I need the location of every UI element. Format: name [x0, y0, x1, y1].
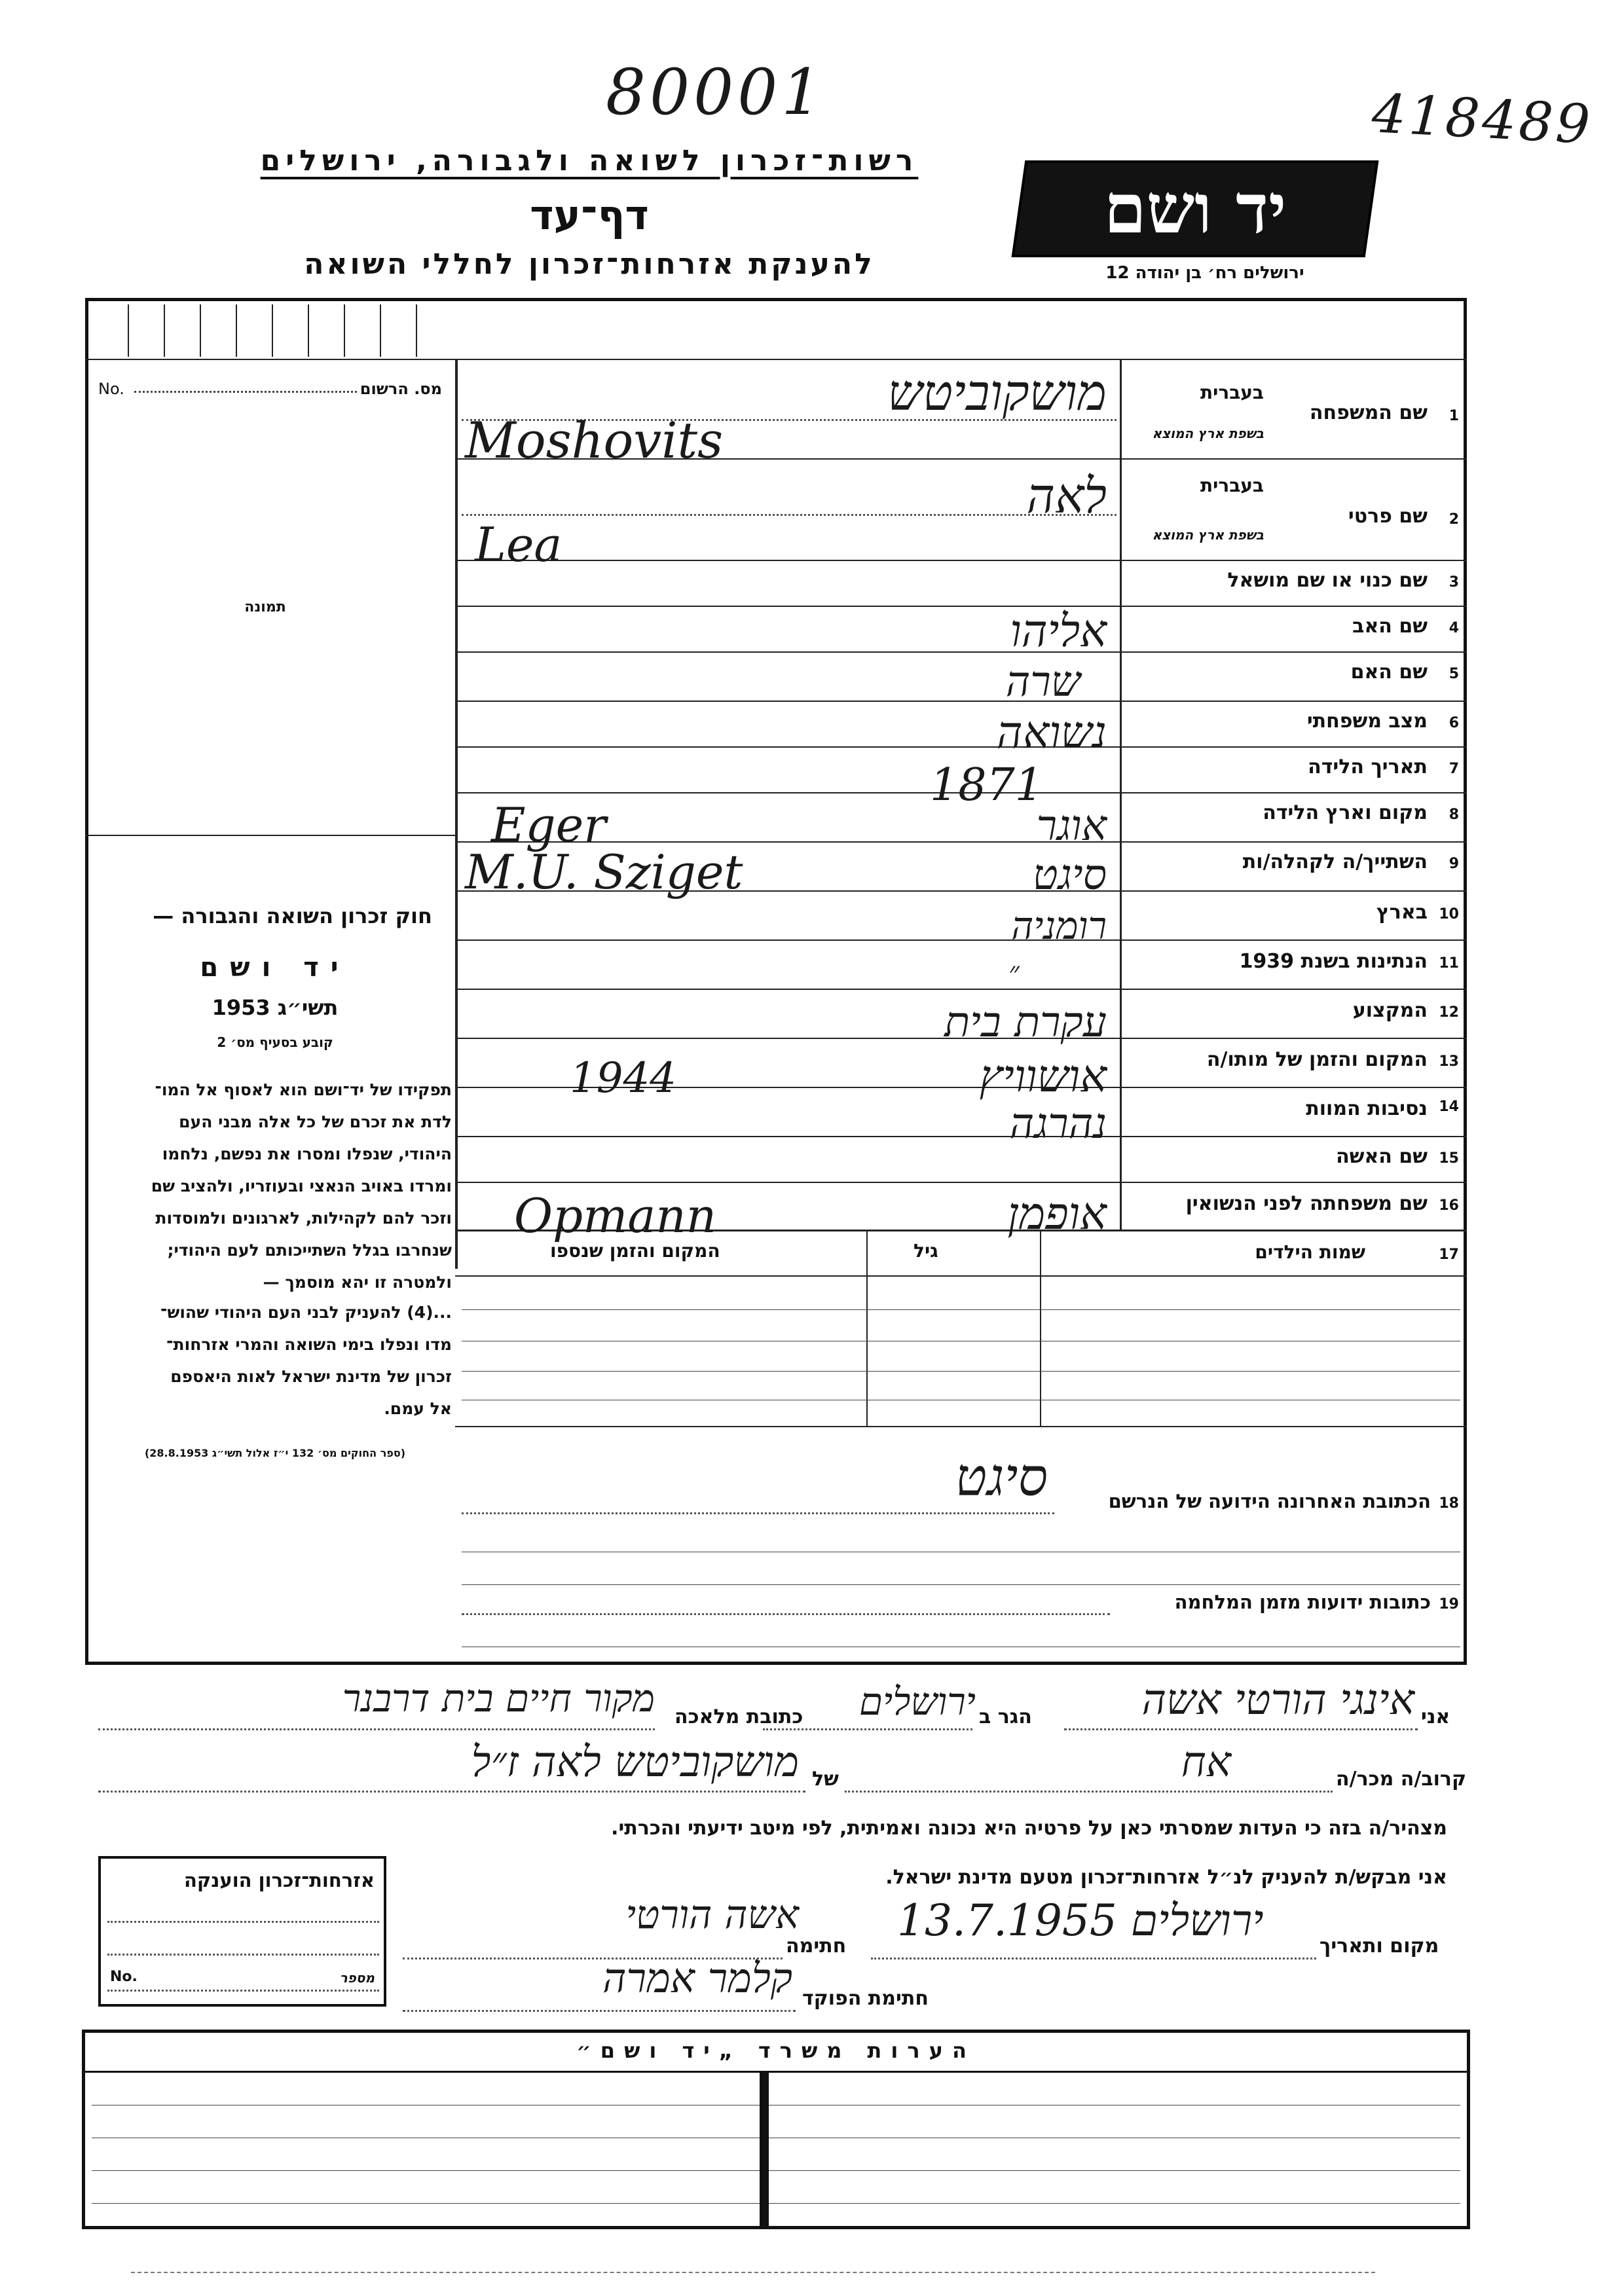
- declaration-ani: אני: [1421, 1705, 1450, 1728]
- field-country: 10 בארץ: [1376, 901, 1459, 924]
- field-father-name: 4 שם האב: [1352, 615, 1459, 638]
- death-year-value: 1944: [570, 1054, 676, 1102]
- field-citizenship-1939: 11 הנתינות בשנת 1939: [1239, 950, 1459, 973]
- maiden-name-hebrew-value: אופמן: [1007, 1188, 1107, 1240]
- field-death-place-time: 13 המקום והזמן של מותו/ה: [1206, 1048, 1459, 1071]
- place-date-label: מקום ותאריך: [1320, 1935, 1439, 1958]
- relative-label: קרוב/ה מכר/ה: [1336, 1768, 1467, 1791]
- field-wife-name: 15 שם האשה: [1336, 1145, 1459, 1168]
- deceased-name-value: מושקוביטש לאה ז״ל: [471, 1738, 799, 1787]
- declarant-name-value: אינגי הורטי אשה: [1141, 1676, 1414, 1724]
- of-label: של: [812, 1768, 839, 1791]
- field-marital-status: 6 מצב משפחתי: [1306, 710, 1459, 733]
- birth-place-latin-value: Eger: [491, 797, 606, 852]
- header-title: דף־עד: [530, 191, 649, 239]
- archive-number-corner: 418489: [1370, 82, 1595, 156]
- office-notes-box: [82, 2030, 1470, 2229]
- firstname-hebrew-value: לאה: [1026, 468, 1107, 524]
- header-subtitle: להענקת אזרחות־זכרון לחללי השואה: [304, 247, 875, 281]
- country-value: רומניה: [1011, 903, 1107, 948]
- left-column-divider: [455, 359, 458, 1269]
- citizenship-value: ״: [1008, 956, 1020, 989]
- firstname-latin-value: Lea: [475, 517, 563, 572]
- citizenship-box-title: אזרחות־זכרון הוענקה: [183, 1869, 375, 1891]
- scan-mark-line: [131, 2272, 1375, 2273]
- death-place-value: אושוויץ: [979, 1051, 1107, 1102]
- header-address: ירושלים רח׳ בן יהודה 12: [1105, 263, 1304, 283]
- punch-strip: [92, 304, 458, 357]
- field-community: 9 השתייך/ה לקהלה/ות: [1242, 850, 1459, 873]
- father-name-value: אליהו: [1010, 606, 1107, 657]
- relation-value: אח: [1181, 1738, 1231, 1787]
- yad-vashem-logo: [1012, 160, 1379, 257]
- declaration-statement-2: אני מבקש/ת להעניק לנ״ל אזרחות־זכרון מטעם מדינת ישראל.: [885, 1866, 1447, 1889]
- header-institution: רשות־זכרון לשואה ולגבורה, ירושלים: [260, 144, 919, 177]
- field-mother-name: 5 שם האם: [1350, 661, 1459, 683]
- law-name: יד ושם: [200, 953, 350, 983]
- birth-place-hebrew-value: אוגר: [1036, 802, 1107, 850]
- field-last-address: 18 הכתובת האחרונה הידועה של הנרשם: [1108, 1490, 1459, 1512]
- resident-label: הגר ב: [979, 1705, 1032, 1728]
- field-birth-place: 8 מקום וארץ הלידה: [1263, 801, 1459, 824]
- field-wartime-addresses: 19 כתובות ידועות מזמן המלחמה: [1174, 1591, 1459, 1613]
- death-circumstances-value: נהרגה: [1009, 1100, 1107, 1148]
- archive-number-top: 80001: [606, 56, 826, 129]
- field-nickname: 3 שם כנוי או שם מושאל: [1227, 569, 1459, 592]
- citizenship-box-no: No.: [110, 1969, 138, 1985]
- registration-number: No. מס. הרשום: [98, 380, 442, 398]
- mother-name-value: שרה: [1005, 658, 1080, 706]
- community-latin-value: M.U. Sziget: [465, 845, 743, 900]
- marital-status-value: נשואה: [996, 707, 1107, 759]
- law-source: (ספר החוקים מס׳ 132 י״ז אלול תשי״ג 28.8.1953): [144, 1447, 406, 1459]
- declaration-statement-1: מצהיר/ה בזה כי העדות שמסרתי כאן על פרטיה היא נכונה ואמיתית, לפי מיטב ידיעתי והכרתי.: [611, 1817, 1447, 1840]
- residence-value: ירושלים: [858, 1679, 976, 1724]
- maiden-name-latin-value: Opmann: [514, 1188, 717, 1243]
- field-birth-date: 7 תאריך הלידה: [1308, 756, 1459, 778]
- citizenship-granted-box: [98, 1856, 386, 2007]
- signature-value: אשה הורטי: [625, 1892, 799, 1938]
- field-first-name: 2 שם פרטי בעברית בשפת ארץ המוצא: [1152, 475, 1459, 543]
- last-address-value: סיגט: [955, 1447, 1048, 1508]
- law-paragraph-2: ...(4) להעניק לבני העם היהודי שהוש־ מדו ונפלו בימי השואה והמרי אזרחות־ זכרון של מדינת ישראל לאות היאספם אל עמם.: [160, 1303, 452, 1418]
- place-date-value: ירושלים 13.7.1955: [897, 1895, 1264, 1946]
- law-clause: קובע בסעיף מס׳ 2: [217, 1034, 333, 1050]
- law-title: חוק זכרון השואה והגבורה —: [153, 903, 432, 928]
- citizenship-box-number: מספר: [339, 1970, 375, 1986]
- officer-signature-value: קלמר אמרה: [602, 1954, 792, 2002]
- law-year: תשי״ג 1953: [212, 995, 339, 1020]
- photo-label: תמונה: [244, 599, 286, 615]
- signature-label: חתימה: [786, 1935, 847, 1958]
- profession-value: עקרת בית: [944, 998, 1107, 1047]
- field-maiden-name: 16 שם משפחתה לפני הנשואין: [1185, 1192, 1459, 1215]
- children-table-header: 17 שמות הילדים גיל המקום והזמן שנספו: [550, 1240, 1459, 1263]
- surname-latin-value: Moshovits: [465, 411, 724, 469]
- work-address-value: מקור חיים בית דרבנר: [342, 1676, 655, 1721]
- surname-hebrew-value: מושקוביטש: [887, 363, 1107, 422]
- work-address-label: כתובת מלאכה: [674, 1705, 803, 1728]
- officer-signature-label: חתימת הפוקד: [802, 1987, 929, 2010]
- office-notes-title: הערות משרד „יד ושם״: [576, 2038, 976, 2063]
- law-paragraph-1: תפקידו של יד־ושם הוא לאסוף אל המו־ לדת את זכרם של כל אלה מבני העם היהודי, שנפלו ומסרו את נפשם, נלחמו ומרדו באויב הנאצי ובעוזריו, ולהציב שם וזכר להם לקהילות, לארגונים ולמוסדות שנחרבו בגלל השתייכותם לעם היהודי; ולמטרה זו יהא מוסמך —: [151, 1080, 452, 1292]
- field-death-circumstances: 14 נסיבות המוות: [1306, 1097, 1459, 1120]
- field-profession: 12 המקצוע: [1352, 999, 1459, 1022]
- field-surname: 1 שם המשפחה בעברית בשפת ארץ המוצא: [1152, 382, 1459, 441]
- birth-date-value: 1871: [930, 759, 1044, 811]
- logo-text: יד ושם: [1103, 168, 1287, 249]
- community-hebrew-value: סיגט: [1033, 851, 1107, 900]
